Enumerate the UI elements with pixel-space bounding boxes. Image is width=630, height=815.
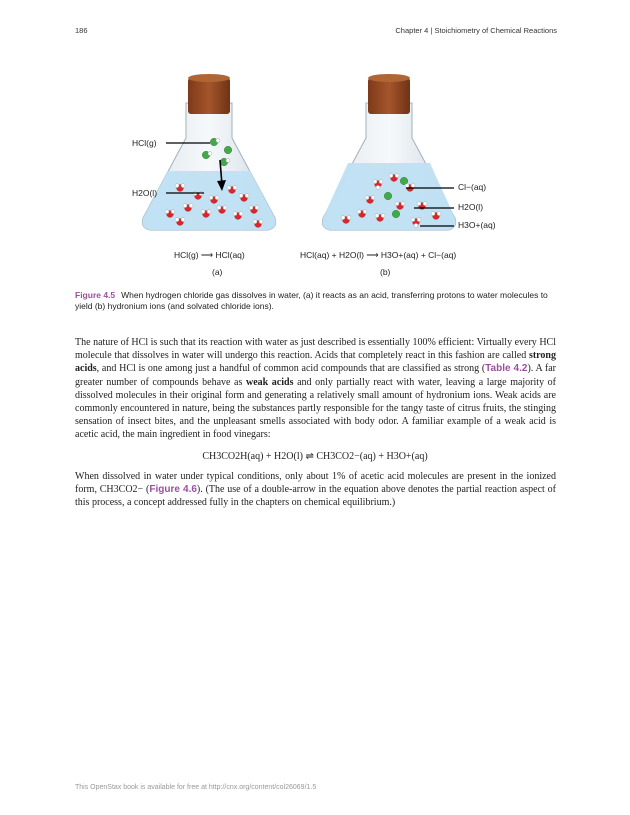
term-strong-acids: strong acids bbox=[75, 350, 556, 375]
acetic-acid-equation: CH3CO2H(aq) + H2O(l) ⇌ CH3CO2−(aq) + H3O+(aq) bbox=[202, 451, 428, 462]
p2-text-3: ). (The use of a double-arrow in the equation above denotes the partial reaction aspect of this process, a concept addressed fully in the chapters on chemical equilibrium.) bbox=[75, 484, 556, 509]
term-weak-acids: weak acids bbox=[245, 376, 294, 388]
flask-a bbox=[142, 74, 275, 230]
label-h2o-a: H2O(l) bbox=[132, 188, 158, 198]
page-number: 186 bbox=[75, 26, 88, 35]
acetate-formula: CH3CO2− bbox=[99, 484, 144, 496]
p1-text-4: and only partially react with water, leaving a large majority of dissolved molecules in their original form and generating a relatively small amount of hydronium ions. Weak acids are commonly encountered in nature, being the substances partly responsible for the tangy taste of citrus fruits, the stinging sensation of insect bites, and the unpleasant smells associated with body odor. A familiar example of a weak acid is acetic acid, the main ingredient in food vinegars: bbox=[75, 376, 556, 441]
label-chloride: Cl−(aq) bbox=[458, 182, 487, 192]
figure-hcl-dissolving bbox=[118, 68, 508, 283]
p2-text-1: When dissolved in water under typical conditions, only about 1% of acetic acid molecules are present in the ionized form, bbox=[75, 471, 556, 496]
link-table-4-2[interactable]: Table 4.2 bbox=[485, 363, 528, 375]
paragraph-acetic-ionization bbox=[75, 470, 556, 510]
paragraph-strong-acids bbox=[75, 336, 556, 442]
label-hcl-gas: HCl(g) bbox=[132, 138, 157, 148]
page-footer: This OpenStax book is available for free at http://cnx.org/content/col26069/1.5 bbox=[75, 784, 317, 791]
label-hydronium: H3O+(aq) bbox=[458, 220, 496, 230]
caption-text: When hydrogen chloride gas dissolves in water, (a) it reacts as an acid, transferring protons to water molecules to yield (b) hydronium ions (and solvated chloride ions). bbox=[75, 290, 548, 311]
label-h2o-b: H2O(l) bbox=[458, 202, 484, 212]
link-figure-4-6[interactable]: Figure 4.6 bbox=[149, 484, 197, 496]
panel-b-label: (b) bbox=[380, 267, 391, 277]
chapter-title: Chapter 4 | Stoichiometry of Chemical Reactions bbox=[395, 26, 557, 35]
p1-text-1: The nature of HCl is such that its reaction with water as just described is essentially 100% efficient: Virtually every HCl molecule that dissolves in water will undergo this reaction. Acids that completely react in this fashion are called bbox=[75, 337, 556, 362]
equation-b: HCl(aq) + H2O(l) ⟶ H3O+(aq) + Cl−(aq) bbox=[300, 250, 457, 260]
figure-caption bbox=[75, 290, 555, 312]
figure-number: Figure 4.5 bbox=[75, 290, 116, 300]
flask-b bbox=[322, 74, 455, 230]
p1-text-2: , and HCl is one among just a handful of common acid compounds that are classified as strong ( bbox=[96, 363, 486, 375]
p2-text-2: ( bbox=[143, 484, 150, 496]
equation-a: HCl(g) ⟶ HCl(aq) bbox=[174, 250, 245, 260]
p1-text-3: ). A far greater number of compounds behave as bbox=[75, 363, 557, 388]
panel-a-label: (a) bbox=[212, 267, 223, 277]
